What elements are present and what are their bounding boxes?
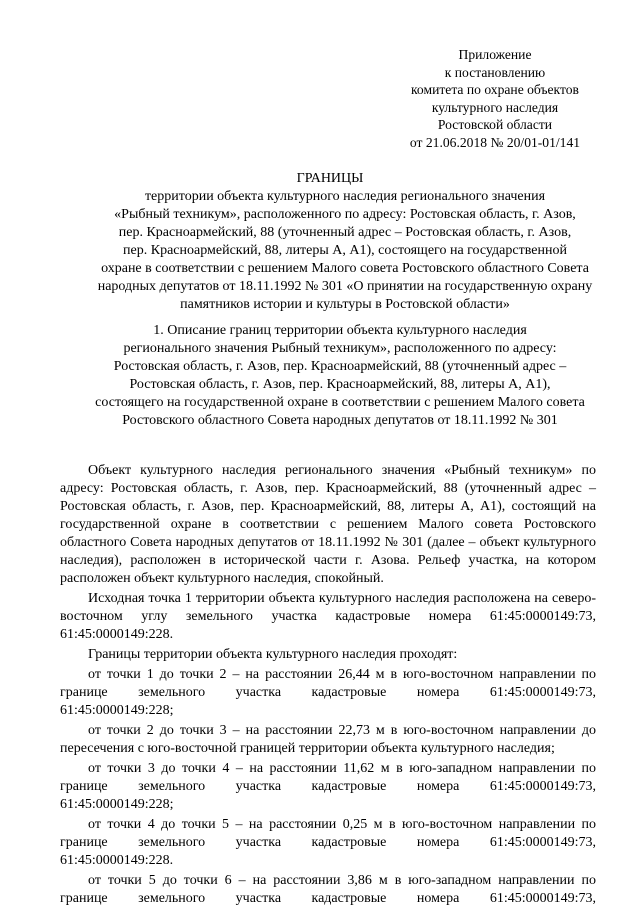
section-line: регионального значения Рыбный техникум», расположенного по адресу: [123,341,557,356]
segment-line: от точки 2 до точки 3 – на расстоянии 22,73 м в юго-восточном направлении до [88,723,596,738]
document-body [60,462,596,910]
section-line: Ростовского областного Совета народных депутатов от 18.11.1992 № 301 [122,413,558,428]
section-heading [60,322,620,430]
segment-line: пересечения с юго-восточной границей территории объекта культурного наследия; [60,741,555,756]
segment-line: 61:45:0000149:228; [60,703,174,718]
segment-line: границе земельного участка кадастровые номера 61:45:0000149:73, [60,835,596,850]
start-point-paragraph: Исходная точка 1 территории объекта культурного наследия расположена на северо-восточном углу земельного участка кадастровые номера 61:45:0000149:73, 61:45:0000149:228. [60,591,596,642]
boundary-heading: Границы территории объекта культурного наследия проходят: [88,647,458,662]
appendix-line: Приложение [458,47,532,62]
segment-paragraph [60,816,596,870]
appendix-line: к постановлению [444,64,546,80]
segment-line: 61:45:0000149:228. [60,853,174,868]
section-line: Ростовская область, г. Азов, пер. Красноармейский, 88, литеры А, А1), [129,377,551,392]
intro-paragraph: Объект культурного наследия регионального значения «Рыбный техникум» по адресу: Ростовская область, г. Азов, пер. Красноармейский, 88 (уточненный адрес – Ростовская область, г. Азов, пер. Красноармейский, 88, литеры А, А1), состоящий на государственной охране в соответствии с решением Малого совета Ростовского областного Совета народных депутатов от 18.11.1992 № 301 (далее – объект культурного наследия), расположен в исторической части г. Азова. Рельеф участка, на котором расположен объект культурного наследия, спокойный. [60,463,596,586]
title-heading: ГРАНИЦЫ [296,171,364,186]
appendix-header [390,46,600,151]
title-subtitle [50,188,640,314]
title-line: территории объекта культурного наследия регионального значения [144,189,546,204]
title-line: охране в соответствии с решением Малого совета Ростовского областного Совета [101,261,589,276]
segment-line: от точки 4 до точки 5 – на расстоянии 0,25 м в юго-восточном направлении по [88,817,596,832]
appendix-line: Ростовской области [437,117,553,132]
segment-line: от точки 3 до точки 4 – на расстоянии 11,62 м в юго-западном направлении по [88,761,596,776]
segment-paragraph [60,722,596,758]
segment-line: от точки 5 до точки 6 – на расстоянии 3,86 м в юго-западном направлении по [88,873,596,888]
segment-line: от точки 1 до точки 2 – на расстоянии 26,44 м в юго-восточном направлении по [88,667,596,682]
segment-line: границе земельного участка кадастровые номера 61:45:0000149:73, [60,891,596,906]
title-line: пер. Красноармейский, 88, литеры А, А1), состоящего на государственной [123,243,567,258]
appendix-line: культурного наследия [431,99,559,115]
segment-paragraph [60,666,596,720]
title-line: «Рыбный техникум», расположенного по адресу: Ростовская область, г. Азов, [114,207,576,222]
section-line: состоящего на государственной охране в соответствии с решением Малого совета [95,395,585,410]
segment-paragraph [60,760,596,814]
segment-line: границе земельного участка кадастровые номера 61:45:0000149:73, [60,685,596,700]
title-line: народных депутатов от 18.11.1992 № 301 «О принятии на государственную охрану [97,279,593,294]
segment-paragraph [60,872,596,908]
appendix-line: комитета по охране объектов [411,82,579,97]
segment-line: 61:45:0000149:228; [60,797,174,812]
section-line: 1. Описание границ территории объекта культурного наследия [153,323,527,338]
document-title [0,170,640,314]
title-line: пер. Красноармейский, 88 (уточненный адрес – Ростовская область, г. Азов, [118,225,572,240]
segment-line: границе земельного участка кадастровые номера 61:45:0000149:73, [60,779,596,794]
appendix-line: от 21.06.2018 № 20/01-01/141 [409,134,581,150]
section-line: Ростовская область, г. Азов, пер. Красноармейский, 88 (уточненный адрес – [113,359,567,374]
title-line: памятников истории и культуры в Ростовской области» [180,297,510,312]
